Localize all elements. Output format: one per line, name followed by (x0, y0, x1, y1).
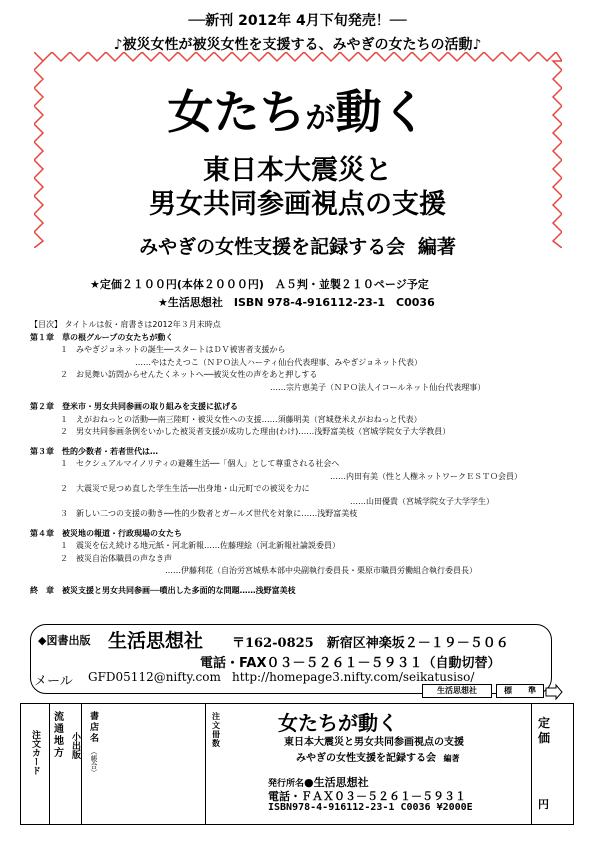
card-editor (296, 749, 459, 764)
title-part-b: が (305, 101, 336, 136)
publisher-tel: 電話・FAX０３－５２６１－５９３１（自動切替） (200, 656, 501, 671)
publisher-address: 〒162-0825 新宿区神楽坂２－１９－５０６ (232, 636, 509, 651)
card-title: 女たちが動く (278, 711, 398, 735)
price-line: ★定価２１００円(本体２０００円) Ａ５判・並製２１０ページ予定 (90, 278, 429, 291)
card-tel: 電話・ＦＡＸ０３－５２６１－５９３１ (268, 790, 466, 803)
card-yen: 円 (538, 798, 549, 811)
tagline: ♪被災女性が被災女性を支援する、みやぎの女たちの活動♪ (113, 37, 482, 53)
card-isbn: ISBN978-4-916112-23-1 C0036 ¥2000E (268, 802, 473, 813)
mail-label: メール (34, 674, 73, 689)
toc-line: １ セクシュアルマイノリティの避難生活──「個人」として尊重される社会へ (60, 459, 340, 468)
shop-label: 書店名 (90, 712, 100, 744)
card-editor-name: みやぎの女性支援を記録する会 (296, 753, 436, 764)
route-label: 流通地方 (54, 712, 64, 759)
title-part-a: 女たち (167, 85, 306, 139)
toc-line: １ みやぎジョネットの誕生──スタートはＤＶ被害者支援から (60, 345, 286, 354)
shop-note: （帳合） (90, 748, 98, 776)
book-title (0, 76, 595, 139)
toc-line: 第４章 被災地の報道・行政現場の女たち (30, 528, 182, 538)
toc-line: ２ 男女共同参画条例をいかした被災者支援が成功した理由(わけ)……浅野富美枝（宮城学院女子大学教員） (60, 427, 451, 436)
toc-line: 第３章 性的少数者・若者世代は… (30, 446, 158, 456)
hand-pointer-icon (544, 682, 564, 702)
toc-line: ……内田有美（性と人権ネットワークＥＳＴＯ会員） (330, 471, 522, 481)
toc-line: 第２章 登米市・男女共同参画の取り組みを支援に拡げる (30, 402, 238, 411)
standard-tag: 標 準 (496, 684, 544, 698)
toc-line: ２ 被災自治体職員の声なき声 (60, 553, 172, 563)
toc-line: 【目次】 タイトルは仮・肩書きは2012年３月末時点 (30, 320, 221, 329)
toc-line: １ 震災を伝え続ける地元紙・河北新報……佐藤理絵（河北新報社論説委員） (60, 541, 340, 550)
card-label: 注文カード (30, 730, 40, 775)
route-label-2: 小出版 (70, 732, 80, 759)
card-subtitle: 東日本大震災と男女共同参画視点の支援 (284, 737, 464, 748)
toc-line: ……伊藤利花（自治労宮城県本部中央副執行委員長・栗原市職員労働組合執行委員長） (165, 566, 477, 575)
toc-line: ２ 大震災で見つめ直した学生生活──出身地・山元町での被災を力に (60, 484, 310, 493)
editor-role: 編著 (417, 236, 456, 258)
toc-line: ……山田優貴（宮城学院女子大学学生） (350, 496, 494, 506)
toc-line: ……宗片恵美子（ＮＰＯ法人イコールネット仙台代表理事） (270, 382, 486, 392)
editor-name: みやぎの女性支援を記録する会 (139, 236, 406, 258)
toc-line: ２ お見舞い訪問からせんたくネットへ──被災女性の声をあと押しする (60, 370, 318, 379)
isbn-line: ★生活思想社 ISBN 978-4-916112-23-1 C0036 (158, 296, 435, 309)
toc-line: 第１章 草の根グループの女たちが動く (30, 332, 174, 342)
toc-line: ３ 新しい二つの支援の動き──性的少数者とガールズ世代を対象に……浅野富美枝 (60, 509, 358, 518)
seller-label: 発行所名 (268, 779, 305, 789)
release-notice: ──新刊 2012年 4月下旬発売！── (188, 13, 407, 29)
publisher-tag: 生活思想社 (422, 684, 492, 698)
seller-name: ●生活思想社 (304, 776, 369, 789)
publisher-label: ◆図書出版 (38, 634, 91, 647)
toc-line: ……やはたえつこ（ＮＰＯ法人ハーティ仙台代表理事、みやぎジョネット代表） (135, 357, 423, 367)
toc-line: １ えがおねっとの活動──南三陸町・被災女性への支援……須藤明美（宮城登米えがおねっと代表） (60, 414, 422, 424)
homepage-link[interactable]: http://homepage3.nifty.com/seikatusiso/ (232, 670, 475, 684)
email-link[interactable]: GFD05112@nifty.com (88, 670, 221, 684)
card-editor-role: 編著 (443, 754, 460, 763)
subtitle-1: 東日本大震災と (203, 155, 392, 186)
card-price-label: 定価 (538, 716, 551, 745)
count-label: 注文冊数 (212, 712, 220, 748)
title-part-c: 動く (335, 85, 428, 139)
toc-line: 終 章 被災支援と男女共同参画──噴出した多面的な問題……浅野富美枝 (30, 585, 296, 595)
subtitle-2: 男女共同参画視点の支援 (149, 189, 446, 220)
publisher-name: 生活思想社 (108, 630, 204, 652)
editor-line (0, 232, 595, 259)
